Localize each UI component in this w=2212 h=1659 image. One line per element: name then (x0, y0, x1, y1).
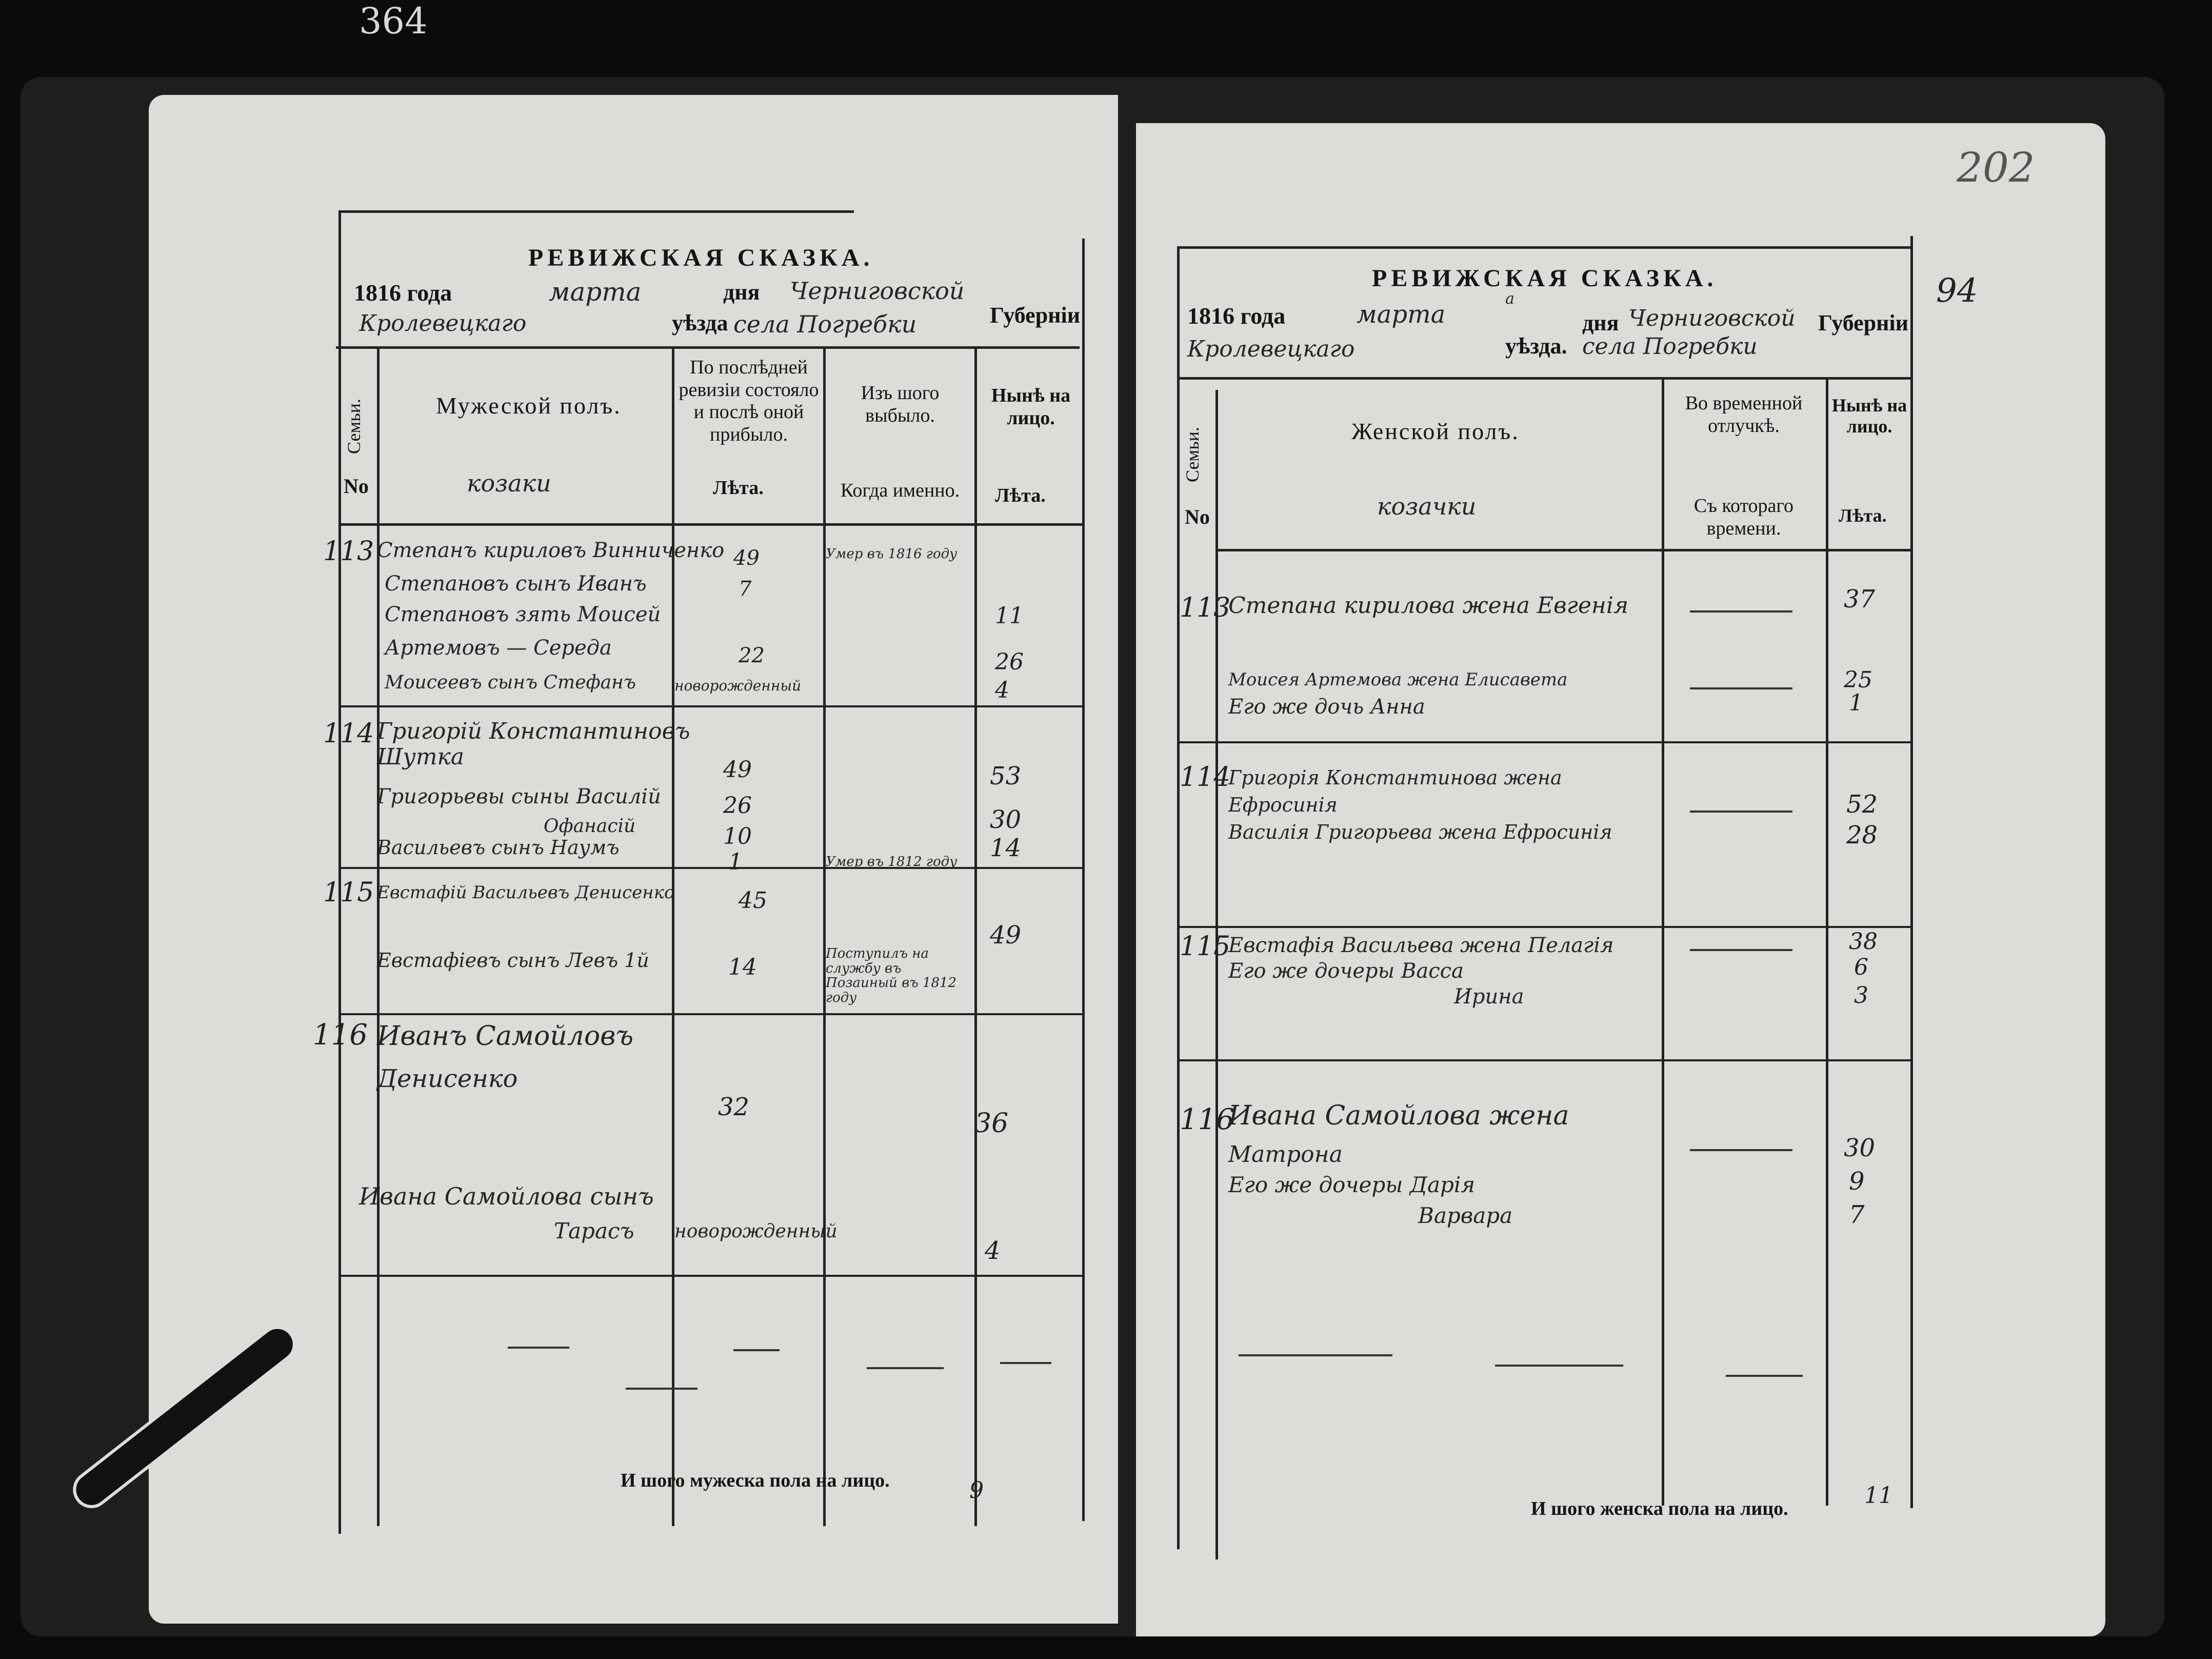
left-col-when: Когда именно. (840, 480, 960, 501)
right-row-now: 25 (1844, 667, 1872, 693)
right-col-now-years: Лѣта. (1839, 505, 1887, 526)
right-row-name: Его же дочеры Васса (1228, 959, 1464, 983)
left-family-separator (338, 705, 1082, 707)
right-col-now: Нынѣ на лицо. (1831, 395, 1907, 437)
right-row-name: Евстафія Васильева жена Пелагія (1228, 934, 1614, 957)
right-guberniya-name: Черниговской (1628, 305, 1796, 331)
left-page (149, 95, 1118, 1624)
right-col-since: Съ котораго времени. (1693, 495, 1794, 539)
left-row-left: Поступилъ на службу въ Позаиный въ 1812 году (826, 946, 956, 1005)
left-row-left: Умер въ 1816 году (826, 546, 958, 562)
right-page (1136, 123, 2105, 1636)
left-row-name: Шутка (377, 744, 464, 770)
left-row-now: 4 (985, 1236, 1001, 1265)
left-row-last: 22 (739, 644, 765, 667)
left-col-family: Семьи. (344, 399, 364, 454)
left-family-separator (338, 1013, 1082, 1015)
left-family-no: 114 (323, 718, 374, 749)
left-col-no: No (344, 475, 369, 498)
left-row-last: 14 (728, 954, 757, 980)
right-row-now: 52 (1846, 790, 1878, 819)
right-col-line-5 (1910, 236, 1913, 1508)
left-row-name: Степановъ зять Моисей (385, 603, 661, 626)
filler-dash (1690, 811, 1792, 813)
filler-dash (1239, 1354, 1392, 1356)
left-header-bottom (338, 523, 1082, 526)
left-row-last: 32 (718, 1093, 750, 1121)
filler-dash (1690, 1149, 1792, 1151)
left-row-last: 45 (739, 887, 767, 914)
left-row-name: Ивана Самойлова сынъ (359, 1182, 654, 1210)
left-row-name: Офанасій (544, 816, 636, 837)
right-row-name: Матрона (1228, 1141, 1343, 1168)
left-row-name: Иванъ Самойловъ (377, 1021, 634, 1052)
left-page-title: РЕВИЖСКАЯ СКАЗКА. (528, 244, 874, 271)
left-row-now: 26 (995, 649, 1024, 675)
left-row-now: 49 (990, 921, 1022, 950)
filler-dash (733, 1349, 780, 1351)
left-family-separator (338, 867, 1082, 869)
right-family-separator (1177, 1059, 1910, 1061)
left-family-no: 113 (323, 536, 374, 567)
right-footer-total: 11 (1864, 1483, 1893, 1509)
right-row-now: 7 (1849, 1200, 1865, 1229)
right-col-family: Семьи. (1182, 427, 1203, 482)
left-row-last: 1 (728, 849, 743, 875)
right-col-line-4 (1826, 377, 1828, 1506)
right-col-no: No (1185, 505, 1210, 528)
left-table-header-top (336, 346, 1080, 349)
right-col-line-1 (1177, 246, 1180, 1549)
right-row-name: Моисея Артемова жена Елисавета (1228, 669, 1568, 690)
right-row-name: Ирина (1454, 985, 1524, 1009)
right-row-now: 9 (1849, 1167, 1865, 1196)
left-row-last: 10 (723, 823, 752, 850)
right-family-no: 113 (1180, 592, 1231, 623)
filler-dash (508, 1347, 569, 1349)
right-footer: И шого женска пола на лицо. (1531, 1498, 1788, 1519)
right-row-now: 30 (1844, 1134, 1876, 1162)
right-col-sex: Женской полъ. (1351, 418, 1520, 444)
right-row-name: Варвара (1418, 1203, 1513, 1228)
right-col-line-3 (1662, 377, 1664, 1506)
right-family-no: 116 (1180, 1103, 1234, 1136)
right-col-category: козачки (1377, 492, 1477, 520)
left-row-last: новорожденный (674, 1221, 838, 1242)
filler-dash (626, 1388, 698, 1390)
left-row-now: 36 (974, 1108, 1009, 1139)
right-row-now: 1 (1849, 690, 1863, 716)
right-row-now: 3 (1854, 982, 1868, 1009)
right-header-top (1177, 377, 1910, 380)
left-day-label: дня (723, 280, 760, 305)
right-day-label: дня (1582, 310, 1619, 335)
left-table-top (341, 210, 854, 213)
filler-dash (1690, 949, 1792, 951)
left-row-last: 49 (733, 546, 760, 570)
left-row-name: Артемовъ — Середа (385, 636, 612, 660)
right-uezd-name: Кролевецкаго (1187, 336, 1355, 362)
left-row-now: 4 (995, 677, 1009, 703)
right-village: села Погребки (1582, 333, 1758, 360)
right-year: 1816 года (1187, 303, 1286, 329)
left-col-category: козаки (467, 469, 551, 497)
left-row-name: Васильевъ сынъ Наумъ (377, 836, 620, 859)
right-family-separator (1177, 926, 1910, 928)
left-row-name: Степановъ сынъ Иванъ (385, 572, 647, 596)
left-col-last-rev: По послѣдней ревизіи состояло и послѣ оной прибыло. (679, 357, 819, 446)
left-family-separator (338, 1275, 1082, 1277)
filler-dash (867, 1367, 944, 1369)
right-family-no: 114 (1180, 762, 1231, 793)
left-footer-total: 9 (969, 1477, 984, 1504)
left-row-name: Денисенко (377, 1064, 518, 1093)
right-row-name: Григорія Константинова жена Ефросинія (1228, 766, 1562, 817)
right-page-title: РЕВИЖСКАЯ СКАЗКА. (1372, 265, 1718, 292)
right-col-absent: Во временной отлучкѣ. (1685, 392, 1803, 437)
right-uezd-label: уѣзда. (1505, 333, 1567, 359)
left-row-name: Григорій Константиновъ (377, 718, 690, 744)
right-row-name: Его же дочеры Дарія (1228, 1172, 1476, 1197)
left-col-now: Нынѣ на лицо. (991, 385, 1071, 429)
right-day-sup: а (1505, 290, 1514, 308)
right-row-name: Степана кирилова жена Евгенія (1228, 592, 1629, 619)
right-row-now: 37 (1844, 585, 1876, 614)
right-family-no: 115 (1180, 931, 1231, 962)
left-guberniya-label: Губерніи (990, 303, 1081, 328)
page-number: 202 (1957, 144, 2035, 191)
left-row-last: 49 (723, 757, 752, 783)
left-col-sex: Мужеской полъ. (436, 392, 622, 419)
left-village: села Погребки (733, 310, 917, 338)
left-col-now-years: Лѣта. (995, 485, 1046, 506)
left-row-last: 7 (739, 577, 752, 601)
left-uezd-label: уѣзда (672, 310, 728, 335)
left-footer: И шого мужеска пола на лицо. (621, 1470, 890, 1491)
left-col-years: Лѣта. (713, 477, 764, 499)
left-row-last: 26 (723, 793, 752, 819)
right-table-top (1177, 246, 1910, 249)
corner-archive-mark: 364 (359, 0, 428, 42)
filler-dash (1726, 1375, 1803, 1377)
right-row-now: 28 (1846, 821, 1878, 850)
left-family-no: 115 (323, 877, 374, 908)
left-row-name: Евстафій Васильевъ Денисенко (377, 882, 675, 903)
left-col-line-1 (338, 210, 341, 1534)
left-row-name: Моисеевъ сынъ Стефанъ (385, 672, 636, 693)
right-row-now: 38 (1849, 929, 1878, 955)
right-page-extra-number: 94 (1936, 272, 1978, 310)
right-col-line-2 (1215, 390, 1218, 1559)
left-row-name: Григорьевы сыны Василій (377, 785, 661, 808)
left-row-name: Тарасъ (554, 1218, 634, 1243)
left-row-now: 11 (995, 603, 1024, 629)
right-guberniya-label: Губерніи (1818, 310, 1909, 335)
left-guberniya-name: Черниговской (790, 277, 965, 305)
right-row-name: Василія Григорьева жена Ефросинія (1228, 821, 1612, 843)
right-row-now: 6 (1854, 954, 1868, 980)
left-row-now: 14 (990, 834, 1022, 862)
filler-dash (1000, 1362, 1051, 1364)
left-row-now: 30 (990, 805, 1022, 834)
left-year: 1816 года (354, 280, 452, 306)
right-header-bottom (1215, 549, 1910, 551)
filler-dash (1495, 1365, 1623, 1367)
right-family-separator (1177, 741, 1910, 743)
left-row-left: Умер въ 1812 году (826, 854, 958, 870)
left-row-name: Степанъ кириловъ Винниченко (377, 539, 725, 562)
filler-dash (1690, 687, 1792, 689)
left-family-no: 116 (313, 1018, 368, 1052)
left-row-last: новорожденный (674, 677, 802, 694)
left-row-name: Евстафіевъ сынъ Левъ 1й (377, 949, 649, 972)
left-uezd-name: Кролевецкаго (359, 310, 527, 337)
left-row-now: 53 (990, 762, 1022, 791)
right-month: марта (1357, 300, 1446, 329)
filler-dash (1690, 610, 1792, 613)
left-month: марта (549, 277, 642, 307)
right-row-name: Его же дочь Анна (1228, 695, 1425, 719)
left-col-left: Изъ шого выбыло. (861, 382, 940, 426)
right-row-name: Ивана Самойлова жена (1228, 1100, 1569, 1131)
left-col-line-6 (1082, 239, 1085, 1521)
